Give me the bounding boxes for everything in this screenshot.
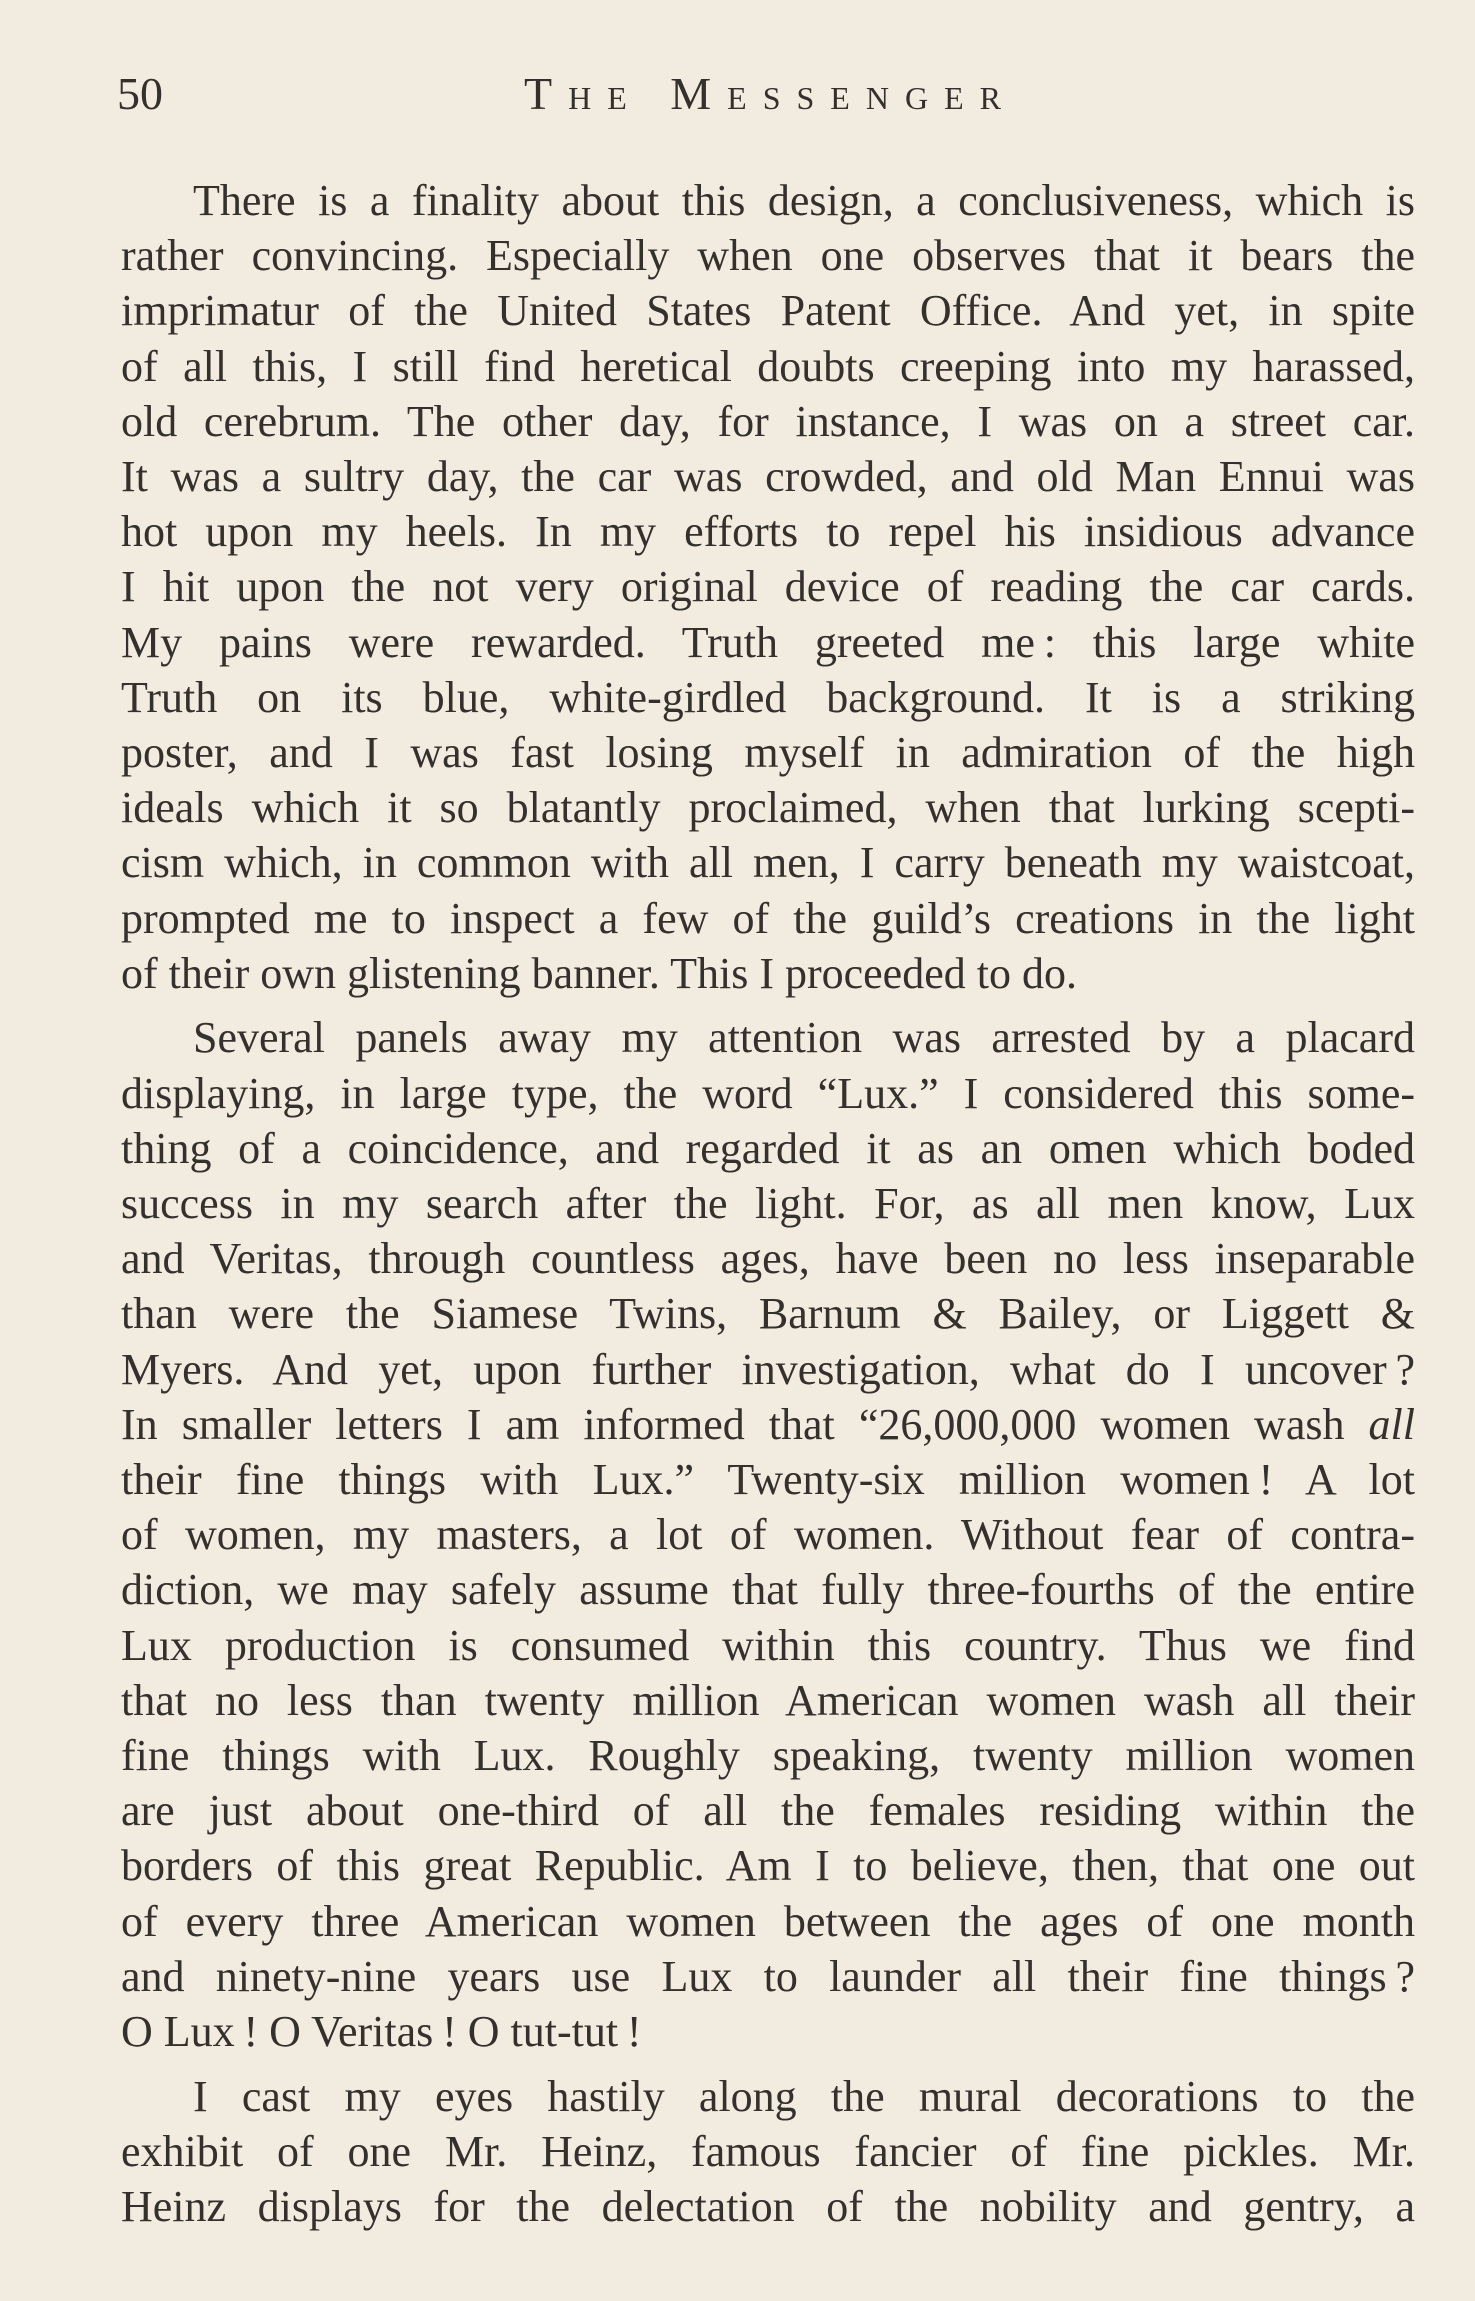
text-line: than were the Siamese Twins, Barnum & Bailey, or Liggett & [121,1289,1415,1339]
text-line: ideals which it so blatantly proclaimed, when that lurking scepti- [121,783,1415,833]
article-body [121,173,1415,2234]
text-line: of all this, I still find heretical doubts creeping into my harassed, [121,341,1415,391]
text-line: prompted me to inspect a few of the guild’s creations in the light [121,893,1415,943]
text-line: and ninety-nine years use Lux to launder all their fine things ? [121,1951,1415,2001]
paragraph [121,2069,1415,2235]
running-title: The Messenger [524,68,1017,119]
text-line: exhibit of one Mr. Heinz, famous fancier of fine pickles. Mr. [121,2126,1415,2176]
text-line-segment: In smaller letters I am informed that “26,000,000 women wash [121,1399,1369,1449]
text-line: I cast my eyes hastily along the mural decorations to the [193,2071,1415,2121]
italic-emphasis: all [1368,1399,1415,1449]
text-line: success in my search after the light. For, as all men know, Lux [121,1179,1415,1229]
text-line: that no less than twenty million American women wash all their [121,1675,1415,1725]
text-line: of their own glistening banner. This I proceeded to do. [121,948,1077,998]
text-line: cism which, in common with all men, I carry beneath my waistcoat, [121,838,1415,888]
text-line: Lux production is consumed within this country. Thus we find [121,1620,1415,1670]
text-line: thing of a coincidence, and regarded it as an omen which boded [121,1123,1415,1173]
text-line: displaying, in large type, the word “Lux.” I considered this some- [121,1068,1415,1118]
text-line: borders of this great Republic. Am I to believe, then, that one out [121,1841,1415,1891]
text-line [121,1397,1415,1452]
text-line: fine things with Lux. Roughly speaking, twenty million women [121,1731,1415,1781]
text-line: Heinz displays for the delectation of the nobility and gentry, a [121,2182,1415,2232]
text-line: imprimatur of the United States Patent Office. And yet, in spite [121,286,1415,336]
text-line: their fine things with Lux.” Twenty-six million women ! A lot [121,1455,1415,1505]
text-line: Myers. And yet, upon further investigation, what do I uncover ? [121,1344,1415,1394]
paragraph [121,173,1415,1001]
text-line: hot upon my heels. In my efforts to repel his insidious advance [121,507,1415,557]
text-line: It was a sultry day, the car was crowded, and old Man Ennui was [121,452,1415,502]
text-line: There is a finality about this design, a conclusiveness, which is [193,176,1415,225]
text-line: poster, and I was fast losing myself in admiration of the high [121,728,1415,778]
text-line: old cerebrum. The other day, for instance, I was on a street car. [121,396,1415,446]
text-line: O Lux ! O Veritas ! O tut-tut ! [121,2007,642,2057]
text-line: Several panels away my attention was arrested by a placard [193,1013,1415,1063]
text-line: Truth on its blue, white-girdled background. It is a striking [121,672,1415,722]
text-line: diction, we may safely assume that fully three-fourths of the entire [121,1565,1415,1615]
text-line: My pains were rewarded. Truth greeted me : this large white [121,617,1415,667]
text-line: and Veritas, through countless ages, have been no less inseparable [121,1234,1415,1284]
page-number: 50 [117,68,163,119]
text-line: of every three American women between the ages of one month [121,1896,1415,1946]
text-line: I hit upon the not very original device of reading the car cards. [121,562,1415,612]
paragraph [121,1010,1415,2059]
text-line: rather convincing. Especially when one observes that it bears the [121,231,1415,281]
text-line: are just about one-third of all the females residing within the [121,1786,1415,1836]
text-line: of women, my masters, a lot of women. Without fear of contra- [121,1510,1415,1560]
